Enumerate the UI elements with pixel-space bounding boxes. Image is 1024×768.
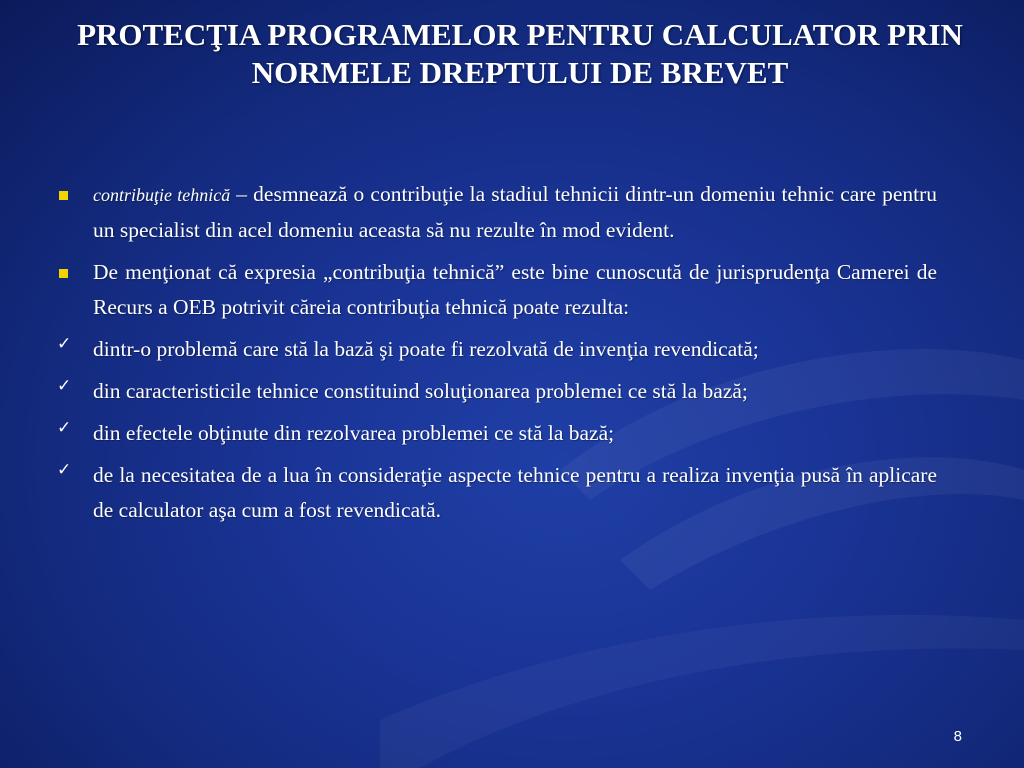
checkmark-icon: ✓: [57, 460, 72, 480]
bullet-item: [55, 416, 937, 451]
bullet-text: – desmnează o contribuţie la stadiul tehnicii dintr-un domeniu tehnic care pentru un specialist din acel domeniu aceasta să nu rezulte în mod evident.: [93, 182, 938, 242]
bullet-text: De menţionat că expresia „contribuţia tehnică” este bine cunoscută de jurisprudenţa Camerei de Recurs a OEB potrivit căreia contribuţia tehnică poate rezulta:: [93, 260, 937, 319]
bullet-item: [55, 374, 937, 409]
bullet-text: din caracteristicile tehnice constituind soluţionarea problemei ce stă la bază;: [93, 379, 748, 403]
square-bullet-icon: [59, 191, 68, 200]
square-bullet-icon: [59, 269, 68, 278]
bullet-item: [55, 255, 937, 325]
bullet-list: [55, 177, 937, 535]
bullet-text: dintr-o problemă care stă la bază şi poate fi rezolvată de invenţia revendicată;: [93, 337, 759, 361]
checkmark-icon: ✓: [57, 334, 72, 354]
bullet-term: contribuţie tehnică: [93, 185, 231, 205]
bullet-item: [55, 177, 937, 248]
checkmark-icon: ✓: [57, 376, 72, 396]
bullet-text: din efectele obţinute din rezolvarea problemei ce stă la bază;: [93, 421, 615, 445]
bullet-item: [55, 332, 937, 367]
slide-title: PROTECŢIA PROGRAMELOR PENTRU CALCULATOR PRIN NORMELE DREPTULUI DE BREVET: [77, 17, 963, 90]
page-number: 8: [953, 728, 962, 745]
bullet-item: [55, 458, 937, 528]
bullet-text: de la necesitatea de a lua în consideraţie aspecte tehnice pentru a realiza invenţia pusă în aplicare de calculator aşa cum a fost revendicată.: [93, 463, 937, 522]
checkmark-icon: ✓: [57, 418, 72, 438]
